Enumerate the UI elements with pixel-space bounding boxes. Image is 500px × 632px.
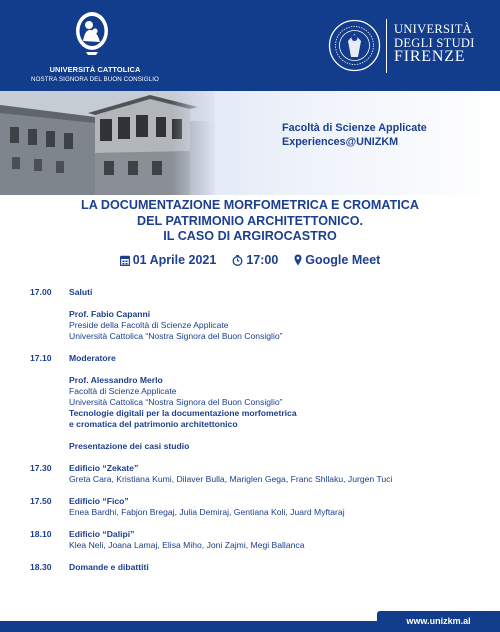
ucsc-logo	[74, 11, 110, 55]
event-place	[294, 253, 380, 267]
speaker-name: Prof. Alessandro Merlo	[69, 375, 163, 385]
session-label: Domande e dibattiti	[69, 562, 149, 572]
website-link[interactable]: www.unizkm.al	[377, 611, 500, 632]
program-row-domande	[30, 562, 495, 573]
presenters: Klea Neli, Joana Lamaj, Elisa Miho, Joni Zajmi, Megi Ballanca	[69, 540, 305, 550]
session-label: Moderatore	[69, 353, 116, 363]
cases-heading: Presentazione dei casi studio	[69, 441, 190, 451]
event-meta	[0, 251, 500, 269]
unifi-line-2: DEGLI STUDI	[394, 36, 475, 50]
header-bar	[0, 0, 500, 91]
unifi-divider	[386, 19, 387, 73]
talk-title-line-1: Tecnologie digitali per la documentazione morfometrica	[69, 408, 297, 418]
faculty-name: Facoltà di Scienze Applicate	[282, 122, 427, 134]
program-row-saluti	[30, 287, 495, 342]
program-row-fico	[30, 496, 495, 518]
ucsc-subtitle: NOSTRA SIGNORA DEL BUON CONSIGLIO	[31, 76, 159, 83]
title-line-2: DEL PATRIMONIO ARCHITETTONICO.	[137, 213, 363, 228]
presenters: Enea Bardhi, Fabjon Bregaj, Julia Demiraj, Gentiana Koli, Juard Myftaraj	[69, 507, 345, 517]
title-line-1: LA DOCUMENTAZIONE MORFOMETRICA E CROMATICA	[81, 198, 419, 212]
building-photo	[0, 91, 215, 195]
event-date-text: 01 Aprile 2021	[132, 253, 217, 267]
event-time-text: 17:00	[246, 253, 279, 267]
event-place-text: Google Meet	[305, 253, 381, 267]
speaker-role: Preside della Facoltà di Scienze Applicate	[69, 320, 229, 330]
session-time: 18.10	[30, 529, 52, 539]
title-line-3: IL CASO DI ARGIROCASTRO	[163, 229, 337, 243]
unifi-line-1: UNIVERSITÀ	[394, 22, 472, 36]
speaker-affiliation: Università Cattolica “Nostra Signora del Buon Consiglio”	[69, 397, 283, 407]
clock-icon	[232, 255, 243, 266]
program-row-zekate	[30, 463, 495, 485]
speaker-role: Facoltà di Scienze Applicate	[69, 386, 177, 396]
talk-title-line-2: e cromatica del patrimonio architettonico	[69, 419, 238, 429]
experiences-tag: Experiences@UNIZKM	[282, 136, 399, 148]
unifi-wordmark	[394, 22, 494, 64]
speaker-affiliation: Università Cattolica “Nostra Signora del Buon Consiglio”	[69, 331, 283, 341]
session-label: Saluti	[69, 287, 93, 297]
calendar-icon	[120, 255, 130, 266]
session-time: 18.30	[30, 562, 52, 572]
unifi-seal	[328, 19, 381, 72]
program	[30, 287, 495, 573]
session-time: 17.10	[30, 353, 52, 363]
speaker-name: Prof. Fabio Capanni	[69, 309, 151, 319]
event-title	[0, 198, 500, 245]
ucsc-name: UNIVERSITÀ CATTOLICA	[49, 65, 141, 74]
event-date	[120, 253, 217, 267]
session-time: 17.30	[30, 463, 52, 473]
event-time	[232, 253, 278, 267]
faculty-block	[282, 121, 492, 149]
session-label: Edificio “Fico”	[69, 496, 129, 506]
program-row-dalipi	[30, 529, 495, 551]
presenters: Greta Cara, Kristiana Kumi, Dilaver Bulla, Mariglen Gega, Franc Shllaku, Jurgen Tuci	[69, 474, 393, 484]
session-label: Edificio “Dalipi”	[69, 529, 135, 539]
program-row-moderatore	[30, 353, 495, 452]
unifi-line-3: FIRENZE	[394, 48, 466, 65]
location-pin-icon	[294, 254, 302, 266]
session-time: 17.50	[30, 496, 52, 506]
session-time: 17.00	[30, 287, 52, 297]
session-label: Edificio “Zekate”	[69, 463, 139, 473]
